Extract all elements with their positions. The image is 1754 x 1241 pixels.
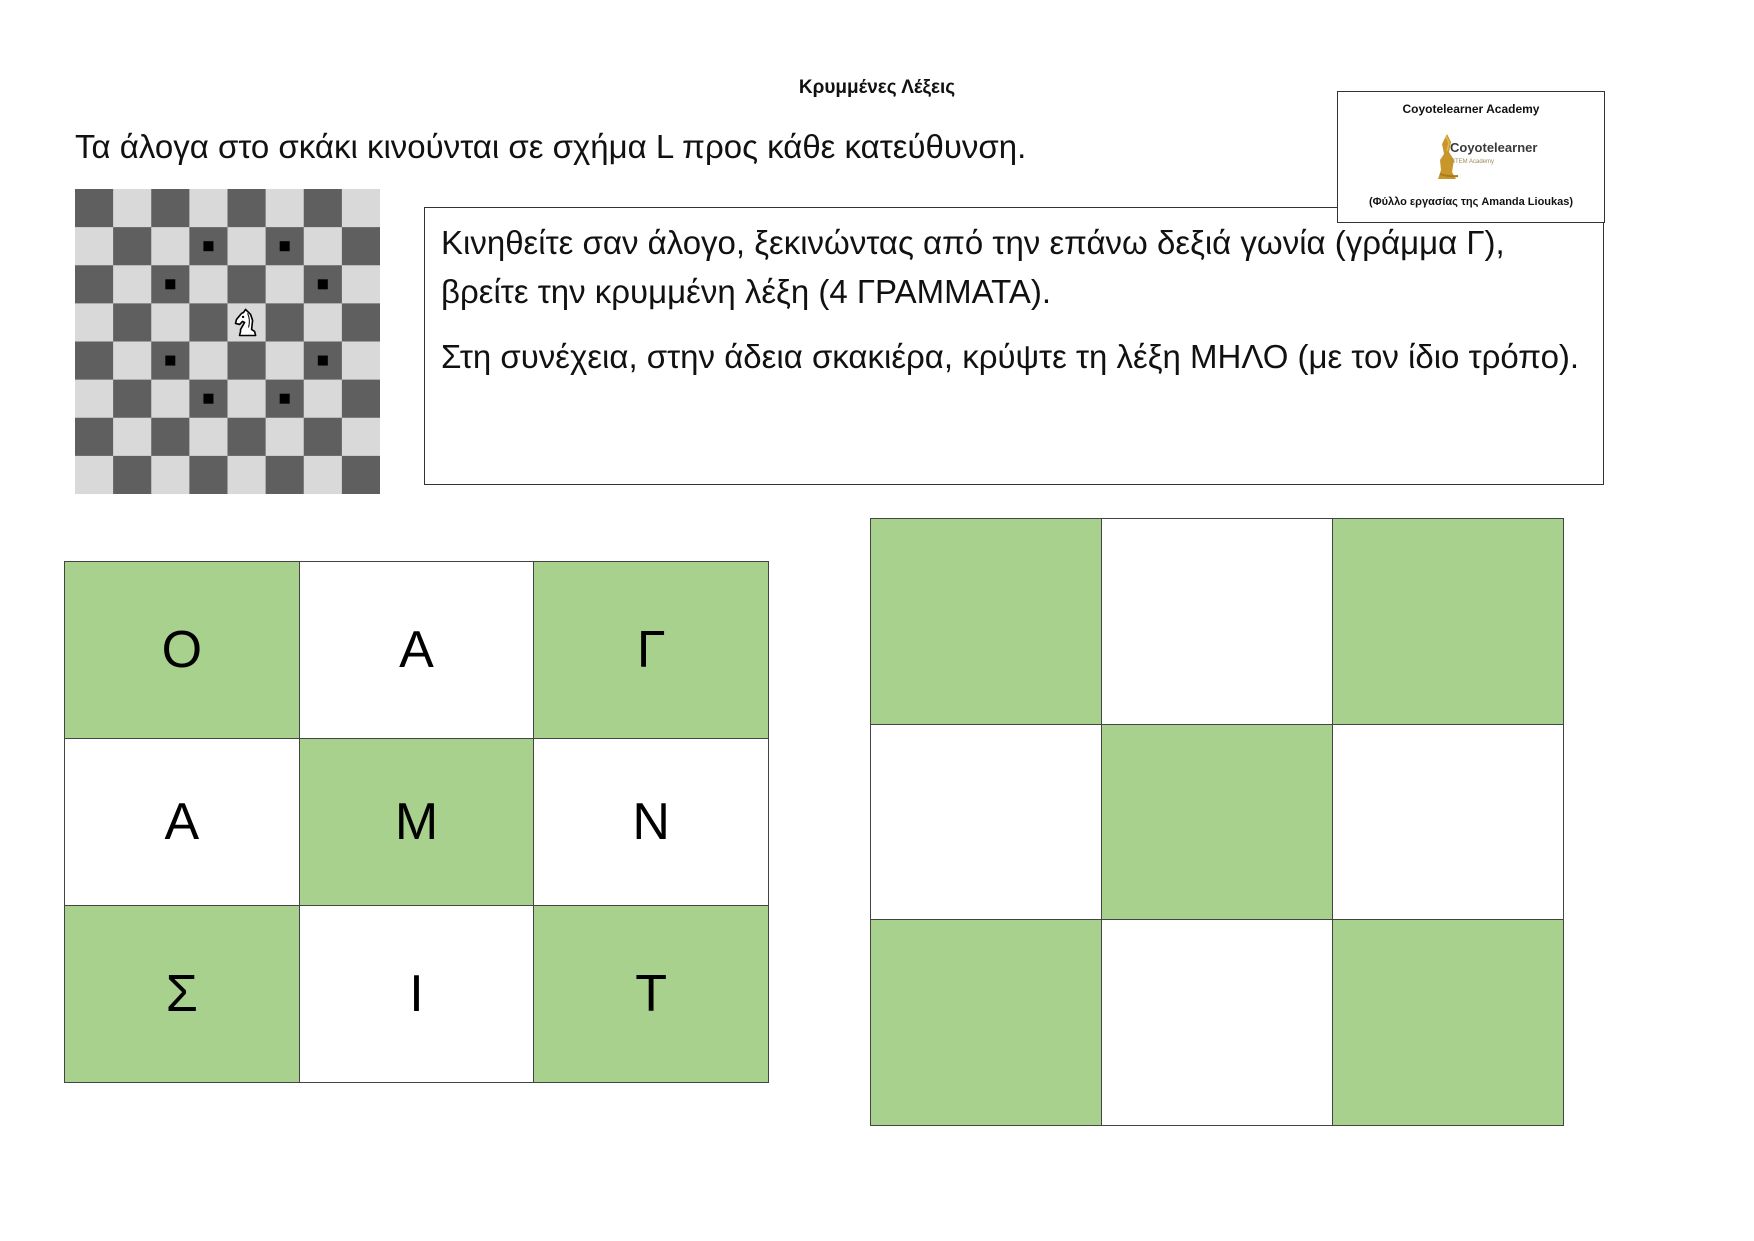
board-square	[266, 303, 305, 342]
intro-text: Τα άλογα στο σκάκι κινούνται σε σχήμα L προς κάθε κατεύθυνση.	[75, 128, 1027, 165]
board-square	[113, 456, 152, 494]
board-square	[113, 227, 152, 266]
move-marker-icon	[165, 356, 175, 366]
board-square	[113, 265, 152, 304]
move-marker-icon	[203, 394, 213, 404]
board-square	[228, 456, 267, 494]
board-square	[342, 303, 380, 342]
board-square	[189, 303, 228, 342]
letter-cell: Ν	[534, 739, 769, 906]
board-square	[151, 456, 190, 494]
board-square	[75, 380, 114, 419]
brand-academy: Coyotelearner Academy	[1402, 102, 1540, 116]
board-square	[189, 418, 228, 457]
letter-grid	[64, 561, 769, 1083]
board-square	[342, 189, 380, 228]
board-square	[113, 189, 152, 228]
brand-credit: (Φύλλο εργασίας της Amanda Lioukas)	[1368, 196, 1574, 208]
board-square	[228, 189, 267, 228]
chessboard	[75, 189, 380, 494]
move-marker-icon	[318, 356, 328, 366]
empty-cell[interactable]	[871, 920, 1102, 1126]
page-title: Κρυμμένες Λέξεις	[798, 77, 956, 98]
move-marker-icon	[280, 241, 290, 251]
letter-cell: Σ	[65, 906, 300, 1083]
board-square	[75, 342, 114, 381]
board-square	[304, 227, 343, 266]
board-square	[266, 418, 305, 457]
board-square	[266, 265, 305, 304]
letter-cell: Μ	[299, 739, 534, 906]
board-square	[75, 227, 114, 266]
move-marker-icon	[203, 241, 213, 251]
board-square	[304, 456, 343, 494]
board-square	[113, 303, 152, 342]
letter-cell: Α	[65, 739, 300, 906]
board-square	[228, 227, 267, 266]
board-square	[304, 380, 343, 419]
instructions-paragraph-1: Κινηθείτε σαν άλογο, ξεκινώντας από την επάνω δεξιά γωνία (γράμμα Γ), βρείτε την κρυμμένη λέξη (4 ΓΡΑΜΜΑΤΑ).	[441, 224, 1505, 310]
board-square	[228, 342, 267, 381]
letter-cell: Ο	[65, 562, 300, 739]
brand-box	[1337, 91, 1605, 223]
brand-name: Coyotelearner	[1450, 140, 1538, 155]
board-square	[228, 265, 267, 304]
empty-grid	[870, 518, 1564, 1126]
board-square	[342, 265, 380, 304]
board-square	[151, 303, 190, 342]
board-square	[228, 380, 267, 419]
board-square	[266, 342, 305, 381]
empty-cell[interactable]	[1102, 920, 1333, 1126]
board-square	[342, 342, 380, 381]
board-square	[75, 456, 114, 494]
board-square	[75, 265, 114, 304]
board-square	[151, 227, 190, 266]
board-square	[266, 456, 305, 494]
letter-cell: Γ	[534, 562, 769, 739]
board-square	[75, 303, 114, 342]
board-square	[266, 189, 305, 228]
instructions-box	[424, 207, 1604, 485]
board-square	[304, 303, 343, 342]
board-square	[189, 265, 228, 304]
empty-cell[interactable]	[1102, 725, 1333, 920]
board-square	[304, 189, 343, 228]
board-square	[151, 189, 190, 228]
coyote-logo-icon	[1420, 130, 1530, 180]
board-square	[228, 418, 267, 457]
empty-cell[interactable]	[1333, 519, 1564, 725]
board-square	[75, 189, 114, 228]
brand-subtitle: STEM Academy	[1451, 159, 1495, 165]
board-square	[113, 380, 152, 419]
move-marker-icon	[165, 279, 175, 289]
empty-cell[interactable]	[871, 519, 1102, 725]
letter-cell: Α	[299, 562, 534, 739]
board-square	[342, 456, 380, 494]
chessboard-svg	[75, 189, 380, 494]
empty-cell[interactable]	[871, 725, 1102, 920]
move-marker-icon	[280, 394, 290, 404]
board-square	[113, 418, 152, 457]
board-square	[342, 227, 380, 266]
board-square	[189, 342, 228, 381]
board-square	[189, 456, 228, 494]
board-square	[151, 418, 190, 457]
instructions-paragraph-2: Στη συνέχεια, στην άδεια σκακιέρα, κρύψτε τη λέξη ΜΗΛΟ (με τον ίδιο τρόπο).	[441, 338, 1580, 375]
empty-cell[interactable]	[1333, 920, 1564, 1126]
empty-cell[interactable]	[1102, 519, 1333, 725]
board-square	[75, 418, 114, 457]
board-square	[113, 342, 152, 381]
letter-cell: Ι	[299, 906, 534, 1083]
board-square	[342, 418, 380, 457]
board-square	[189, 189, 228, 228]
move-marker-icon	[318, 279, 328, 289]
board-square	[304, 418, 343, 457]
board-square	[342, 380, 380, 419]
empty-cell[interactable]	[1333, 725, 1564, 920]
letter-cell: Τ	[534, 906, 769, 1083]
board-square	[151, 380, 190, 419]
